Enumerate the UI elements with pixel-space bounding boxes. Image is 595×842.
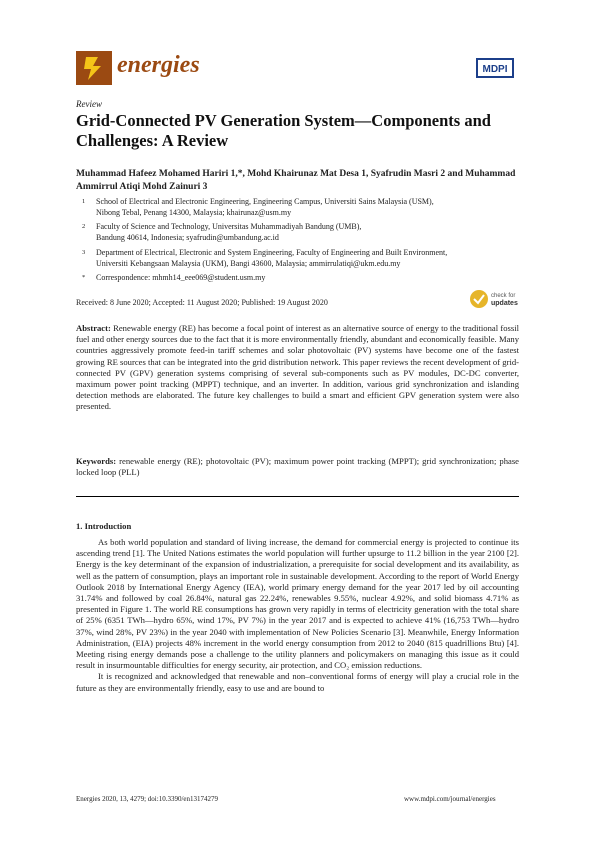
svg-text:MDPI: MDPI (482, 64, 508, 75)
keywords (76, 456, 519, 478)
article-type: Review (76, 99, 102, 109)
section-heading: 1. Introduction (76, 521, 132, 531)
introduction-body (76, 537, 519, 694)
svg-text:updates: updates (491, 300, 518, 307)
author-list: Muhammad Hafeez Mohamed Hariri 1,*, Mohd Khairunaz Mat Desa 1, Syafrudin Masri 2 and Muhammad Ammirrul Atiqi Mohd Zainuri 3 (76, 169, 516, 192)
keywords-label: Keywords: (76, 456, 117, 466)
paragraph-2: It is recognized and acknowledged that renewable and non–conventional forms of energy will play a crucial role in the future as they are environmentally friendly, easy to use and are bound to (76, 671, 519, 693)
svg-text:check for: check for (491, 293, 516, 299)
keywords-text: renewable energy (RE); photovoltaic (PV); maximum power point tracking (MPPT); grid synchronization; phase locked loop (PLL) (76, 456, 519, 478)
abstract-text: Renewable energy (RE) has become a focal point of interest as an alternative source of energy to the traditional fossil fuel and other energy sources due to the fact that it is more environmentally friendly, abundant and economically feasible. Many countries aggressively promote feed-in tariff schemes and solar photovoltaic (PV) systems have become one of the fastest growing RE sources that can be integrated into the grid distribution network. This paper reviews the recent development of grid-connected PV (GPV) generation systems comprising of several sub-components such as PV modules, DC-DC converter, maximum power point tracking (MPPT) technique, and an inverter. In addition, various grid synchronization and islanding detection methods are elaborated. The future key challenges to build a smart and efficient GPV generation system were also presented. (76, 323, 519, 412)
abstract (76, 323, 519, 413)
footer-citation: Energies 2020, 13, 4279; doi:10.3390/en13174279 (76, 795, 218, 803)
mdpi-logo-icon (473, 55, 517, 81)
check-for-updates-button[interactable] (468, 288, 528, 310)
abstract-label: Abstract: (76, 323, 111, 333)
paragraph-1: As both world population and standard of living increase, the demand for commercial energy is projected to continue its ascending trend [1]. The United Nations estimates the world population will further upsurge to 11.2 billion in the year 2100 [2]. Energy is the key determinant of the expansion of industrialization, a prerequisite for social development and its availability, as well as the pattern of consumption, plays an important role in sustainable development. According to the report of World Energy Outlook 2018 by International Energy Agency (IEA), world primary energy demand for the year 2017 led by oil accounting 31.74% and followed by coal 26.84%, natural gas 22.24%, renewables 9.55%, nuclear 4.92%, and solid biomass 4.71% as presented in Figure 1. The world RE consumptions has grown very rapidly in terms of electricity generation with the total share of 25% (6351 TWh—hydro 65%, wind 17%, PV 7%) in the year 2017 and is expected to achieve 41% (16,753 TWh—hydro 37%, wind 28%, PV 23%) in the year 2040 with implementation of New Policies Scenario [3]. Meanwhile, Energy Information Administration, (EIA) projects 48% increment in the world energy consumption from 2012 to 2040 (815 quadrillions Btu) [4]. Meeting rising energy demands pose a challenge to the utility planners and policymakers on managing this issue as it could result in insurmountable difficulties for energy security, air protection, and CO₂ emission reductions. (76, 537, 519, 671)
publication-dates: Received: 8 June 2020; Accepted: 11 August 2020; Published: 19 August 2020 (76, 298, 328, 307)
divider (76, 496, 519, 497)
journal-name: energies (117, 52, 200, 78)
footer-url-link[interactable]: www.mdpi.com/journal/energies (404, 795, 496, 803)
journal-logo-icon (76, 51, 112, 85)
paper-title: Grid-Connected PV Generation System—Components and Challenges: A Review (76, 111, 491, 150)
